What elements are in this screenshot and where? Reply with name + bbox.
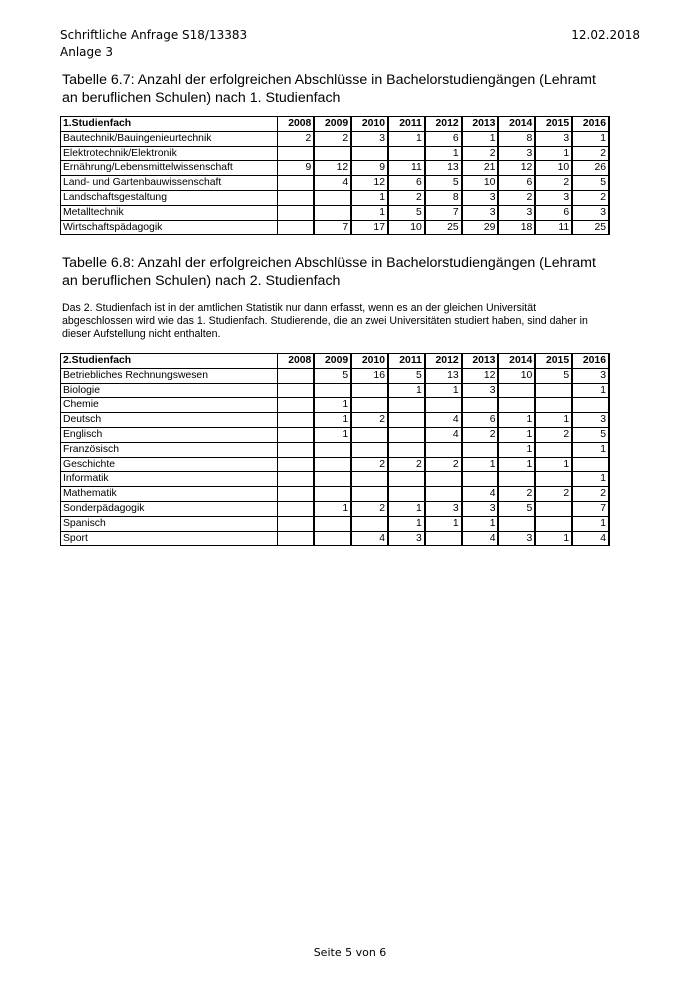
count-cell: 11: [535, 220, 572, 235]
count-cell: 1: [351, 190, 388, 205]
count-cell: 10: [388, 220, 425, 235]
subject-cell: Wirtschaftspädagogik: [61, 220, 278, 235]
count-cell: [278, 487, 315, 502]
annex-label: Anlage 3: [60, 45, 113, 59]
count-cell: 5: [388, 205, 425, 220]
subject-cell: Metalltechnik: [61, 205, 278, 220]
count-cell: 6: [425, 131, 462, 146]
count-cell: 1: [462, 131, 499, 146]
count-cell: 6: [498, 176, 535, 191]
subject-cell: Geschichte: [61, 457, 278, 472]
count-cell: [535, 501, 572, 516]
count-cell: 2: [462, 146, 499, 161]
count-cell: [351, 146, 388, 161]
count-cell: [535, 472, 572, 487]
subject-cell: Sonderpädagogik: [61, 501, 278, 516]
count-cell: 2: [351, 457, 388, 472]
count-cell: 4: [314, 176, 351, 191]
count-cell: 6: [462, 413, 499, 428]
count-cell: 7: [425, 205, 462, 220]
count-cell: 2: [388, 457, 425, 472]
count-cell: 4: [425, 427, 462, 442]
count-cell: 2: [351, 501, 388, 516]
count-cell: 3: [388, 531, 425, 546]
count-cell: 1: [572, 383, 609, 398]
count-cell: 2: [351, 413, 388, 428]
count-cell: 5: [425, 176, 462, 191]
page-number: Seite 5 von 6: [313, 946, 387, 959]
count-cell: [462, 472, 499, 487]
count-cell: 2: [278, 131, 315, 146]
table-row: [61, 516, 610, 531]
subject-cell: Sport: [61, 531, 278, 546]
count-cell: [498, 398, 535, 413]
count-cell: 12: [462, 368, 499, 383]
reference-number: Schriftliche Anfrage S18/13383: [60, 28, 248, 42]
column-header-year: 2013: [462, 117, 499, 132]
count-cell: 3: [535, 131, 572, 146]
count-cell: 1: [572, 131, 609, 146]
table2-header-row: [61, 354, 610, 369]
count-cell: 3: [498, 531, 535, 546]
count-cell: 3: [535, 190, 572, 205]
count-cell: [535, 442, 572, 457]
count-cell: 1: [498, 457, 535, 472]
count-cell: 1: [425, 146, 462, 161]
count-cell: 1: [388, 516, 425, 531]
count-cell: [278, 176, 315, 191]
table-row: [61, 176, 610, 191]
count-cell: 1: [425, 383, 462, 398]
count-cell: 1: [498, 427, 535, 442]
subject-cell: Biologie: [61, 383, 278, 398]
count-cell: [572, 457, 609, 472]
count-cell: 25: [572, 220, 609, 235]
count-cell: [314, 205, 351, 220]
table-row: [61, 383, 610, 398]
count-cell: 9: [278, 161, 315, 176]
count-cell: [278, 368, 315, 383]
count-cell: [314, 383, 351, 398]
count-cell: [388, 398, 425, 413]
count-cell: 18: [498, 220, 535, 235]
count-cell: 1: [388, 383, 425, 398]
count-cell: 3: [425, 501, 462, 516]
count-cell: [535, 398, 572, 413]
count-cell: [278, 398, 315, 413]
subject-cell: Betriebliches Rechnungswesen: [61, 368, 278, 383]
column-header-year: 2016: [572, 354, 609, 369]
count-cell: 12: [498, 161, 535, 176]
count-cell: 2: [388, 190, 425, 205]
count-cell: 3: [498, 146, 535, 161]
subject-cell: Englisch: [61, 427, 278, 442]
count-cell: 11: [388, 161, 425, 176]
count-cell: 5: [572, 427, 609, 442]
count-cell: 1: [498, 442, 535, 457]
count-cell: 3: [572, 413, 609, 428]
count-cell: [388, 413, 425, 428]
column-header-subject: 2.Studienfach: [61, 354, 278, 369]
count-cell: 2: [535, 176, 572, 191]
subject-cell: Elektrotechnik/Elektronik: [61, 146, 278, 161]
count-cell: [351, 442, 388, 457]
table-row: [61, 442, 610, 457]
count-cell: 1: [572, 516, 609, 531]
count-cell: 5: [498, 501, 535, 516]
column-header-year: 2010: [351, 117, 388, 132]
count-cell: [351, 487, 388, 502]
column-header-year: 2011: [388, 354, 425, 369]
count-cell: 4: [462, 531, 499, 546]
count-cell: 17: [351, 220, 388, 235]
table1: [60, 116, 610, 235]
count-cell: 3: [572, 205, 609, 220]
count-cell: 1: [535, 457, 572, 472]
count-cell: [278, 383, 315, 398]
table1-caption-line2: an beruflichen Schulen) nach 1. Studienfach: [62, 90, 341, 106]
column-header-year: 2013: [462, 354, 499, 369]
count-cell: 1: [462, 516, 499, 531]
count-cell: [314, 472, 351, 487]
count-cell: [278, 413, 315, 428]
subject-cell: Französisch: [61, 442, 278, 457]
count-cell: 7: [314, 220, 351, 235]
count-cell: 6: [388, 176, 425, 191]
count-cell: [535, 383, 572, 398]
table2-note-line1: Das 2. Studienfach ist in der amtlichen Statistik nur dann erfasst, wenn es an der gleichen Universität: [62, 302, 537, 314]
document-date: 12.02.2018: [571, 28, 640, 42]
count-cell: [425, 472, 462, 487]
count-cell: 3: [462, 205, 499, 220]
column-header-year: 2016: [572, 117, 609, 132]
count-cell: 1: [498, 413, 535, 428]
table-row: [61, 131, 610, 146]
count-cell: [351, 516, 388, 531]
table2-caption-line2: an beruflichen Schulen) nach 2. Studienfach: [62, 273, 341, 289]
count-cell: 1: [535, 413, 572, 428]
column-header-year: 2012: [425, 354, 462, 369]
count-cell: [572, 398, 609, 413]
subject-cell: Deutsch: [61, 413, 278, 428]
table2-caption-line1: Tabelle 6.8: Anzahl der erfolgreichen Abschlüsse in Bachelorstudiengängen (Lehramt: [62, 255, 596, 271]
table-row: [61, 205, 610, 220]
count-cell: 8: [498, 131, 535, 146]
count-cell: 6: [535, 205, 572, 220]
subject-cell: Informatik: [61, 472, 278, 487]
count-cell: [314, 516, 351, 531]
count-cell: 4: [572, 531, 609, 546]
count-cell: 1: [314, 427, 351, 442]
count-cell: [498, 383, 535, 398]
column-header-year: 2014: [498, 117, 535, 132]
document-header: [60, 27, 247, 61]
count-cell: 1: [388, 131, 425, 146]
count-cell: [388, 427, 425, 442]
count-cell: 1: [314, 501, 351, 516]
count-cell: 5: [535, 368, 572, 383]
count-cell: 2: [535, 487, 572, 502]
table2-note-line3: dieser Aufstellung nicht enthalten.: [62, 328, 221, 340]
count-cell: 13: [425, 161, 462, 176]
count-cell: 10: [498, 368, 535, 383]
count-cell: 10: [535, 161, 572, 176]
count-cell: 21: [462, 161, 499, 176]
count-cell: 3: [462, 383, 499, 398]
count-cell: [535, 516, 572, 531]
count-cell: 1: [572, 442, 609, 457]
count-cell: 2: [572, 146, 609, 161]
table-row: [61, 190, 610, 205]
count-cell: [388, 472, 425, 487]
table1-body: [61, 131, 610, 235]
count-cell: 2: [572, 190, 609, 205]
column-header-year: 2011: [388, 117, 425, 132]
count-cell: [278, 457, 315, 472]
table-row: [61, 220, 610, 235]
column-header-year: 2008: [278, 354, 315, 369]
subject-cell: Landschaftsgestaltung: [61, 190, 278, 205]
count-cell: [314, 487, 351, 502]
count-cell: [278, 472, 315, 487]
table-row: [61, 472, 610, 487]
count-cell: [425, 398, 462, 413]
count-cell: 3: [351, 131, 388, 146]
count-cell: [462, 442, 499, 457]
count-cell: 29: [462, 220, 499, 235]
count-cell: 2: [314, 131, 351, 146]
count-cell: [425, 531, 462, 546]
count-cell: [278, 190, 315, 205]
column-header-year: 2008: [278, 117, 315, 132]
count-cell: 1: [535, 146, 572, 161]
count-cell: 3: [462, 501, 499, 516]
count-cell: 2: [572, 487, 609, 502]
count-cell: 5: [388, 368, 425, 383]
column-header-year: 2014: [498, 354, 535, 369]
table2-body: [61, 368, 610, 546]
count-cell: 3: [572, 368, 609, 383]
count-cell: 1: [388, 501, 425, 516]
count-cell: 3: [498, 205, 535, 220]
count-cell: [278, 442, 315, 457]
count-cell: [498, 516, 535, 531]
count-cell: 2: [498, 190, 535, 205]
count-cell: [351, 383, 388, 398]
count-cell: 12: [351, 176, 388, 191]
table1-header-row: [61, 117, 610, 132]
subject-cell: Bautechnik/Bauingenieurtechnik: [61, 131, 278, 146]
count-cell: [278, 531, 315, 546]
count-cell: [314, 457, 351, 472]
count-cell: [425, 442, 462, 457]
count-cell: 25: [425, 220, 462, 235]
column-header-year: 2009: [314, 117, 351, 132]
count-cell: 1: [314, 413, 351, 428]
table2-caption: [62, 254, 662, 290]
count-cell: [388, 487, 425, 502]
column-header-year: 2015: [535, 117, 572, 132]
count-cell: 2: [425, 457, 462, 472]
count-cell: [388, 146, 425, 161]
count-cell: 2: [535, 427, 572, 442]
count-cell: 5: [572, 176, 609, 191]
column-header-year: 2015: [535, 354, 572, 369]
count-cell: [314, 146, 351, 161]
count-cell: [498, 472, 535, 487]
count-cell: [278, 516, 315, 531]
count-cell: [351, 427, 388, 442]
table-row: [61, 161, 610, 176]
count-cell: 1: [572, 472, 609, 487]
table2-note: [62, 302, 622, 341]
count-cell: 9: [351, 161, 388, 176]
count-cell: [462, 398, 499, 413]
count-cell: 7: [572, 501, 609, 516]
count-cell: 3: [462, 190, 499, 205]
count-cell: 16: [351, 368, 388, 383]
count-cell: 8: [425, 190, 462, 205]
count-cell: 1: [351, 205, 388, 220]
table-row: [61, 146, 610, 161]
count-cell: [278, 146, 315, 161]
count-cell: [278, 427, 315, 442]
subject-cell: Ernährung/Lebensmittelwissenschaft: [61, 161, 278, 176]
table-row: [61, 413, 610, 428]
count-cell: [314, 442, 351, 457]
count-cell: 1: [314, 398, 351, 413]
count-cell: [351, 398, 388, 413]
subject-cell: Spanisch: [61, 516, 278, 531]
count-cell: 4: [351, 531, 388, 546]
count-cell: 4: [425, 413, 462, 428]
table2: [60, 353, 610, 546]
count-cell: 1: [462, 457, 499, 472]
count-cell: [314, 531, 351, 546]
subject-cell: Land- und Gartenbauwissenschaft: [61, 176, 278, 191]
count-cell: 4: [462, 487, 499, 502]
table-row: [61, 501, 610, 516]
table1-caption: [62, 71, 662, 107]
count-cell: [388, 442, 425, 457]
column-header-subject: 1.Studienfach: [61, 117, 278, 132]
count-cell: [278, 205, 315, 220]
count-cell: 2: [498, 487, 535, 502]
count-cell: 26: [572, 161, 609, 176]
count-cell: [351, 472, 388, 487]
table2-note-line2: abgeschlossen wird wie das 1. Studienfach. Studierende, die an zwei Universitäten studiert haben, sind daher in: [62, 315, 588, 327]
table-row: [61, 457, 610, 472]
count-cell: 5: [314, 368, 351, 383]
table1-caption-line1: Tabelle 6.7: Anzahl der erfolgreichen Abschlüsse in Bachelorstudiengängen (Lehramt: [62, 72, 596, 88]
count-cell: 1: [535, 531, 572, 546]
count-cell: 10: [462, 176, 499, 191]
count-cell: [278, 501, 315, 516]
count-cell: 12: [314, 161, 351, 176]
table-row: [61, 368, 610, 383]
column-header-year: 2009: [314, 354, 351, 369]
count-cell: [425, 487, 462, 502]
subject-cell: Mathematik: [61, 487, 278, 502]
count-cell: 1: [425, 516, 462, 531]
count-cell: [278, 220, 315, 235]
table-row: [61, 427, 610, 442]
count-cell: [314, 190, 351, 205]
table-row: [61, 487, 610, 502]
table-row: [61, 398, 610, 413]
column-header-year: 2010: [351, 354, 388, 369]
count-cell: 13: [425, 368, 462, 383]
table-row: [61, 531, 610, 546]
subject-cell: Chemie: [61, 398, 278, 413]
column-header-year: 2012: [425, 117, 462, 132]
count-cell: 2: [462, 427, 499, 442]
